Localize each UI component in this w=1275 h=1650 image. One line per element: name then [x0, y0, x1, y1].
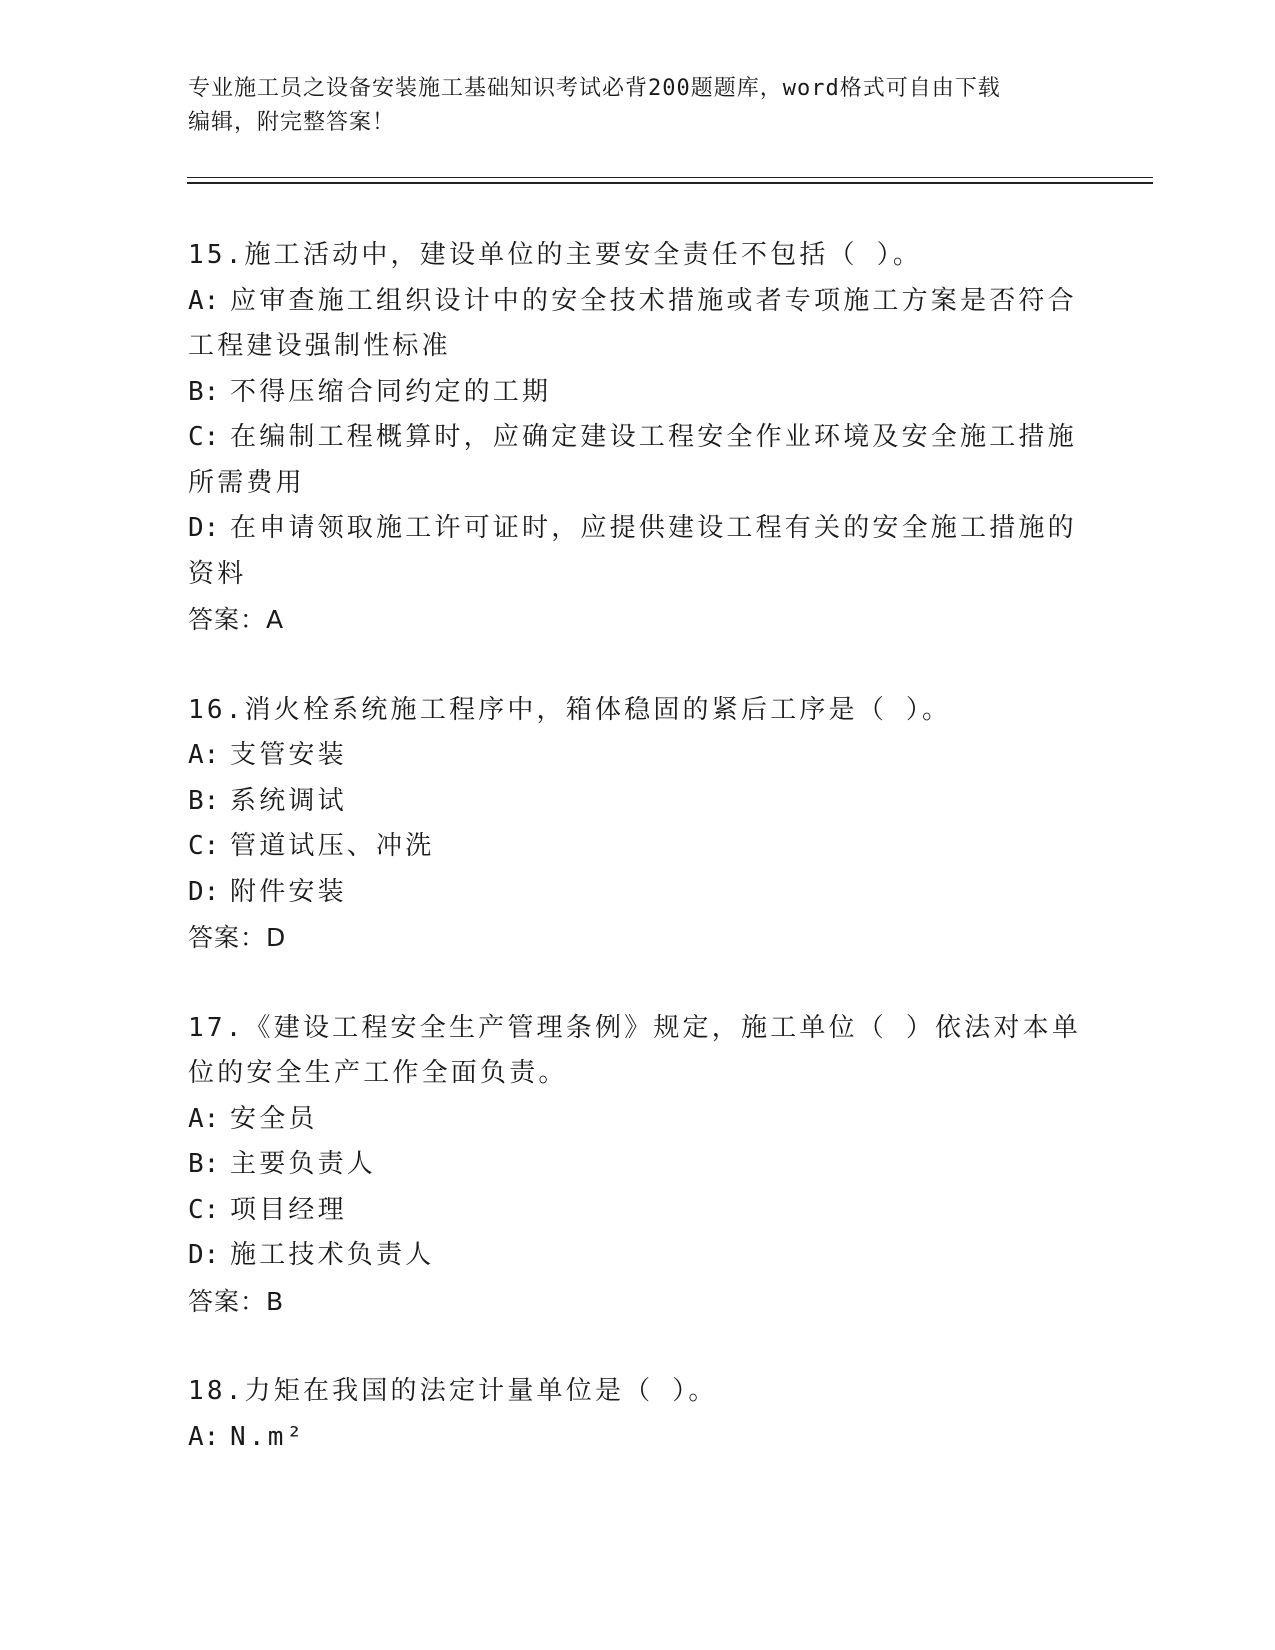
- question-block: [188, 1369, 1088, 1460]
- question-stem: 位的安全生产工作全面负责。: [188, 1058, 568, 1088]
- option-key: A:: [188, 1103, 220, 1134]
- header-title-line-2: 编辑，附完整答案！: [188, 110, 396, 135]
- question-stem: 17.《建设工程安全生产管理条例》规定，施工单位（ ）依法对本单: [188, 1012, 1082, 1043]
- question-block: [188, 233, 1088, 643]
- option-line: [188, 370, 1088, 416]
- option-line: [188, 1097, 1088, 1143]
- option-text: 不得压缩合同约定的工期: [230, 376, 552, 407]
- option-text: 安全员: [230, 1103, 318, 1134]
- option-line: [188, 506, 1088, 552]
- option-text: 在编制工程概算时，应确定建设工程安全作业环境及安全施工措施: [230, 422, 1077, 452]
- option-line: [188, 870, 1088, 916]
- option-key: D:: [188, 876, 220, 907]
- option-line: [188, 324, 1088, 370]
- option-key: B:: [188, 1149, 220, 1179]
- header-divider-thick: [187, 182, 1153, 184]
- option-text: 所需费用: [188, 467, 305, 498]
- option-key: A:: [188, 1421, 220, 1452]
- option-text: 工程建设强制性标准: [188, 331, 451, 361]
- option-line: [188, 552, 1088, 598]
- option-line: [188, 461, 1088, 507]
- option-key: C:: [188, 1194, 220, 1225]
- option-line: [188, 1188, 1088, 1234]
- option-key: A:: [188, 740, 220, 770]
- option-line: [188, 279, 1088, 325]
- option-text: 管道试压、冲洗: [230, 831, 435, 861]
- option-text: 系统调试: [230, 785, 347, 816]
- option-line: [188, 1415, 1088, 1461]
- option-text: 项目经理: [230, 1194, 347, 1225]
- option-key: B:: [188, 785, 220, 816]
- option-line: [188, 1233, 1088, 1279]
- option-line: [188, 779, 1088, 825]
- option-key: C:: [188, 422, 220, 452]
- header-title-line-1: 专业施工员之设备安装施工基础知识考试必背200题题库，word格式可自由下载: [188, 76, 1001, 101]
- option-key: D:: [188, 513, 220, 543]
- question-stem: 15.施工活动中，建设单位的主要安全责任不包括（ ）。: [188, 240, 923, 270]
- option-key: D:: [188, 1240, 220, 1270]
- option-key: B:: [188, 376, 220, 407]
- option-text: 支管安装: [230, 740, 347, 770]
- answer-line: 答案：B: [188, 1286, 285, 1316]
- option-line: [188, 415, 1088, 461]
- option-text: 施工技术负责人: [230, 1240, 435, 1270]
- question-block: [188, 688, 1088, 961]
- option-text: 主要负责人: [230, 1149, 377, 1179]
- option-line: [188, 824, 1088, 870]
- question-list: [188, 233, 1088, 1505]
- answer-line: 答案：A: [188, 605, 285, 634]
- document-header: [188, 72, 1088, 140]
- option-text: N.m²: [230, 1421, 306, 1452]
- option-key: A:: [188, 285, 220, 316]
- option-text: 应审查施工组织设计中的安全技术措施或者专项施工方案是否符合: [230, 285, 1077, 316]
- option-key: C:: [188, 831, 220, 861]
- option-text: 在申请领取施工许可证时，应提供建设工程有关的安全施工措施的: [230, 513, 1077, 543]
- question-stem: 16.消火栓系统施工程序中，箱体稳固的紧后工序是（ ）。: [188, 694, 952, 725]
- header-divider-thin: [187, 177, 1153, 178]
- option-line: [188, 1142, 1088, 1188]
- question-stem: 18.力矩在我国的法定计量单位是（ ）。: [188, 1376, 718, 1406]
- option-line: [188, 733, 1088, 779]
- answer-line: 答案：D: [188, 923, 287, 952]
- option-text: 附件安装: [230, 876, 347, 907]
- option-text: 资料: [188, 558, 247, 589]
- question-block: [188, 1006, 1088, 1325]
